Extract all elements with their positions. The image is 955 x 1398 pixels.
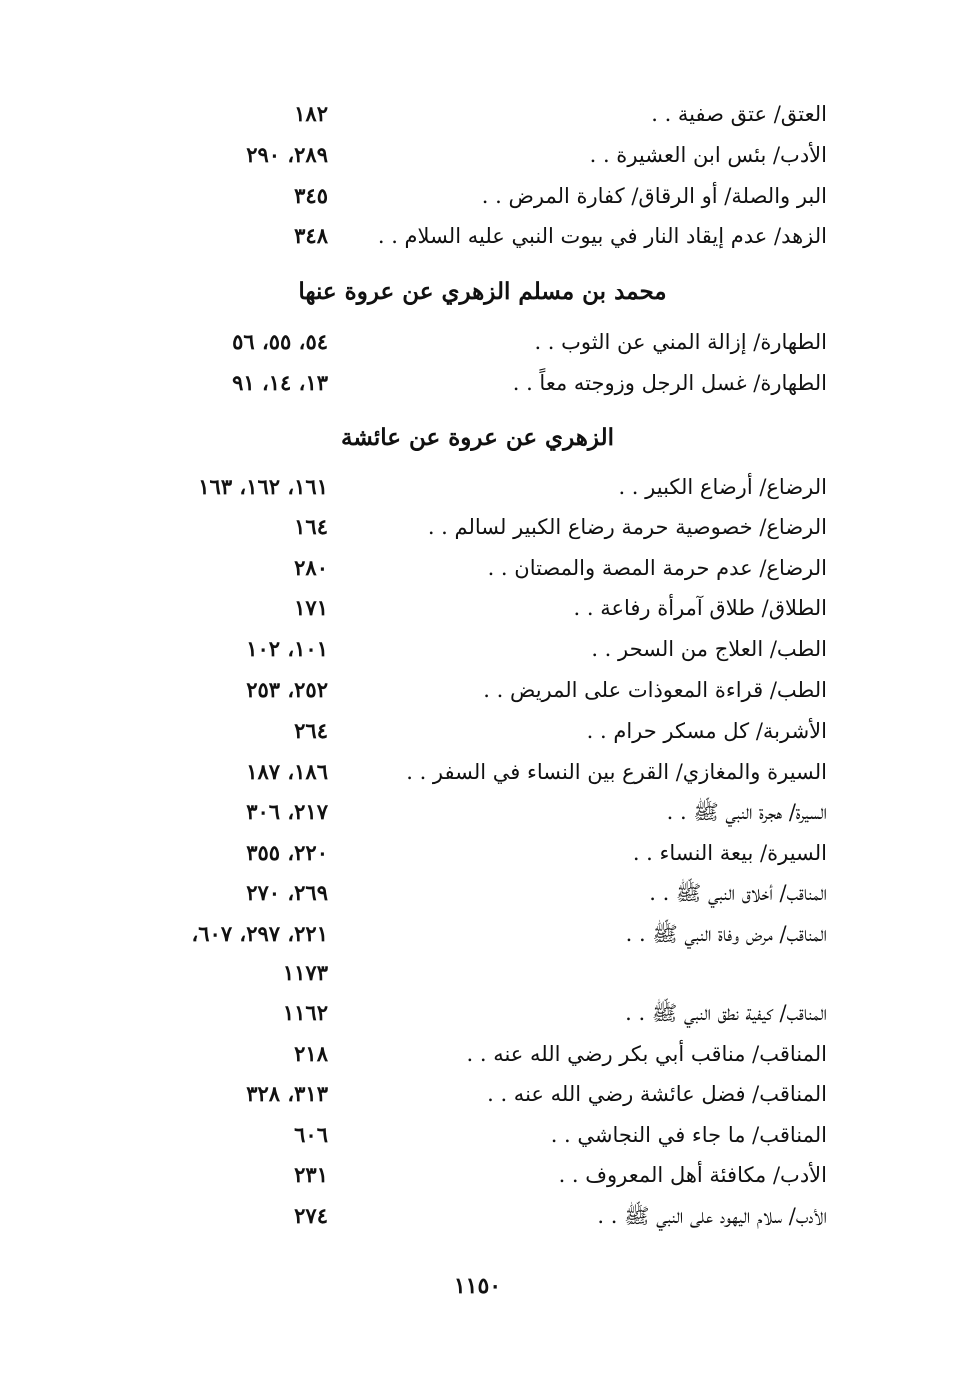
page-number: ١١٥٠: [453, 1273, 502, 1299]
index-entry: [0, 94, 955, 134]
entry-pages: ٢١٨: [294, 1041, 328, 1066]
entry-pages: ١٨٢: [294, 101, 328, 126]
index-entry: [0, 588, 955, 628]
index-entry: [0, 914, 955, 954]
index-entry: [0, 752, 955, 792]
entry-topic: العتق/ عتق صفية . .: [651, 102, 827, 126]
index-entry: [0, 670, 955, 710]
entry-pages: ١٧١: [294, 595, 328, 620]
index-entry: [0, 1155, 955, 1195]
entry-topic: الأدب/ مكافئة أهل المعروف . .: [558, 1163, 827, 1187]
entry-pages: ٢٢١، ٢٩٧، ٦٠٧،: [191, 921, 328, 946]
entry-pages: ١١٦٢: [282, 1000, 328, 1025]
section-heading: محمد بن مسلم الزهري عن عروة عنها: [298, 278, 667, 305]
index-entry: [0, 1034, 955, 1074]
index-entry-continuation: [0, 953, 955, 993]
entry-topic: المناقب/ فضل عائشة رضي الله عنه . .: [487, 1082, 827, 1106]
index-entry: [0, 135, 955, 175]
index-entry: [0, 467, 955, 507]
entry-topic: المناقب/ كيفية نطق النبي ﷺ . .: [625, 1001, 827, 1025]
entry-topic: المناقب/ مناقب أبي بكر رضي الله عنه . .: [466, 1042, 827, 1066]
entry-pages: ٢٨٩، ٢٩٠: [246, 142, 328, 167]
entry-topic: البر والصلة/ أو الرقاق/ كفارة المرض . .: [481, 184, 827, 208]
entry-pages: ٣١٣، ٣٢٨: [246, 1081, 328, 1106]
entry-pages: ٢٦٩، ٢٧٠: [246, 880, 328, 905]
index-entry: [0, 548, 955, 588]
index-entry: [0, 176, 955, 216]
entry-topic: الأدب/ سلام اليهود على النبي ﷺ . .: [597, 1204, 827, 1228]
index-entry: [0, 792, 955, 832]
entry-topic: الرضاع/ عدم حرمة المصة والمصتان . .: [487, 556, 827, 580]
section-heading: الزهري عن عروة عن عائشة: [341, 424, 614, 451]
index-entry: [0, 1074, 955, 1114]
entry-topic: المناقب/ ما جاء في النجاشي . .: [550, 1123, 827, 1147]
entry-pages: ٢٣١: [294, 1162, 328, 1187]
entry-topic: السيرة والمغازي/ القرع بين النساء في السفر . .: [406, 760, 827, 784]
entry-pages: ٣٤٨: [294, 223, 328, 248]
entry-pages: ٢٦٤: [294, 718, 328, 743]
entry-topic: الطب/ قراءة المعوذات على المريض . .: [483, 678, 827, 702]
entry-pages: ١٨٦، ١٨٧: [246, 759, 328, 784]
index-entry: [0, 993, 955, 1033]
entry-topic: الرضاع/ أرضاع الكبير . .: [618, 475, 827, 499]
entry-pages: ٢٨٠: [294, 555, 328, 580]
entry-pages: ١٠١، ١٠٢: [246, 636, 328, 661]
entry-pages: ١١٧٣: [282, 960, 328, 985]
entry-pages: ١٣، ١٤، ٩١: [232, 370, 328, 395]
entry-pages: ٦٠٦: [294, 1122, 328, 1147]
entry-topic: المناقب/ مرض وفاة النبي ﷺ . .: [625, 922, 827, 946]
index-entry: [0, 216, 955, 256]
entry-pages: ١٦١، ١٦٢، ١٦٣: [198, 474, 328, 499]
entry-topic: الزهد/ عدم إيقاد النار في بيوت النبي عليه السلام . .: [377, 224, 827, 248]
index-entry: [0, 1115, 955, 1155]
entry-pages: ٢٢٠، ٣٥٥: [246, 840, 328, 865]
entry-pages: ٥٤، ٥٥، ٥٦: [232, 329, 328, 354]
entry-topic: السيرة/ بيعة النساء . .: [632, 841, 827, 865]
entry-topic: الطهارة/ غسل الرجل وزوجته معاً . .: [512, 371, 827, 395]
entry-topic: الأشربة/ كل مسكر حرام . .: [586, 719, 827, 743]
entry-topic: السيرة/ هجرة النبي ﷺ . .: [666, 800, 827, 824]
entry-topic: الطهارة/ إزالة المني عن الثوب . .: [534, 330, 827, 354]
entry-topic: الطب/ العلاج من السحر . .: [591, 637, 827, 661]
entry-topic: الرضاع/ خصوصية حرمة رضاع الكبير لسالم . .: [427, 515, 827, 539]
index-entry: [0, 1196, 955, 1236]
entry-pages: ٢١٧، ٣٠٦: [246, 799, 328, 824]
entry-topic: الطلاق/ طلاق آمرأة رفاعة . .: [573, 596, 827, 620]
index-entry: [0, 363, 955, 403]
entry-pages: ١٦٤: [294, 514, 328, 539]
entry-pages: ٢٧٤: [294, 1203, 328, 1228]
entry-topic: الأدب/ بئس ابن العشيرة . .: [589, 143, 827, 167]
index-entry: [0, 711, 955, 751]
entry-pages: ٢٥٢، ٢٥٣: [246, 677, 328, 702]
index-entry: [0, 833, 955, 873]
entry-topic: المناقب/ أخلاق النبي ﷺ . .: [649, 881, 827, 905]
entry-pages: ٣٤٥: [294, 183, 328, 208]
index-entry: [0, 322, 955, 362]
index-entry: [0, 873, 955, 913]
index-entry: [0, 629, 955, 669]
index-entry: [0, 507, 955, 547]
